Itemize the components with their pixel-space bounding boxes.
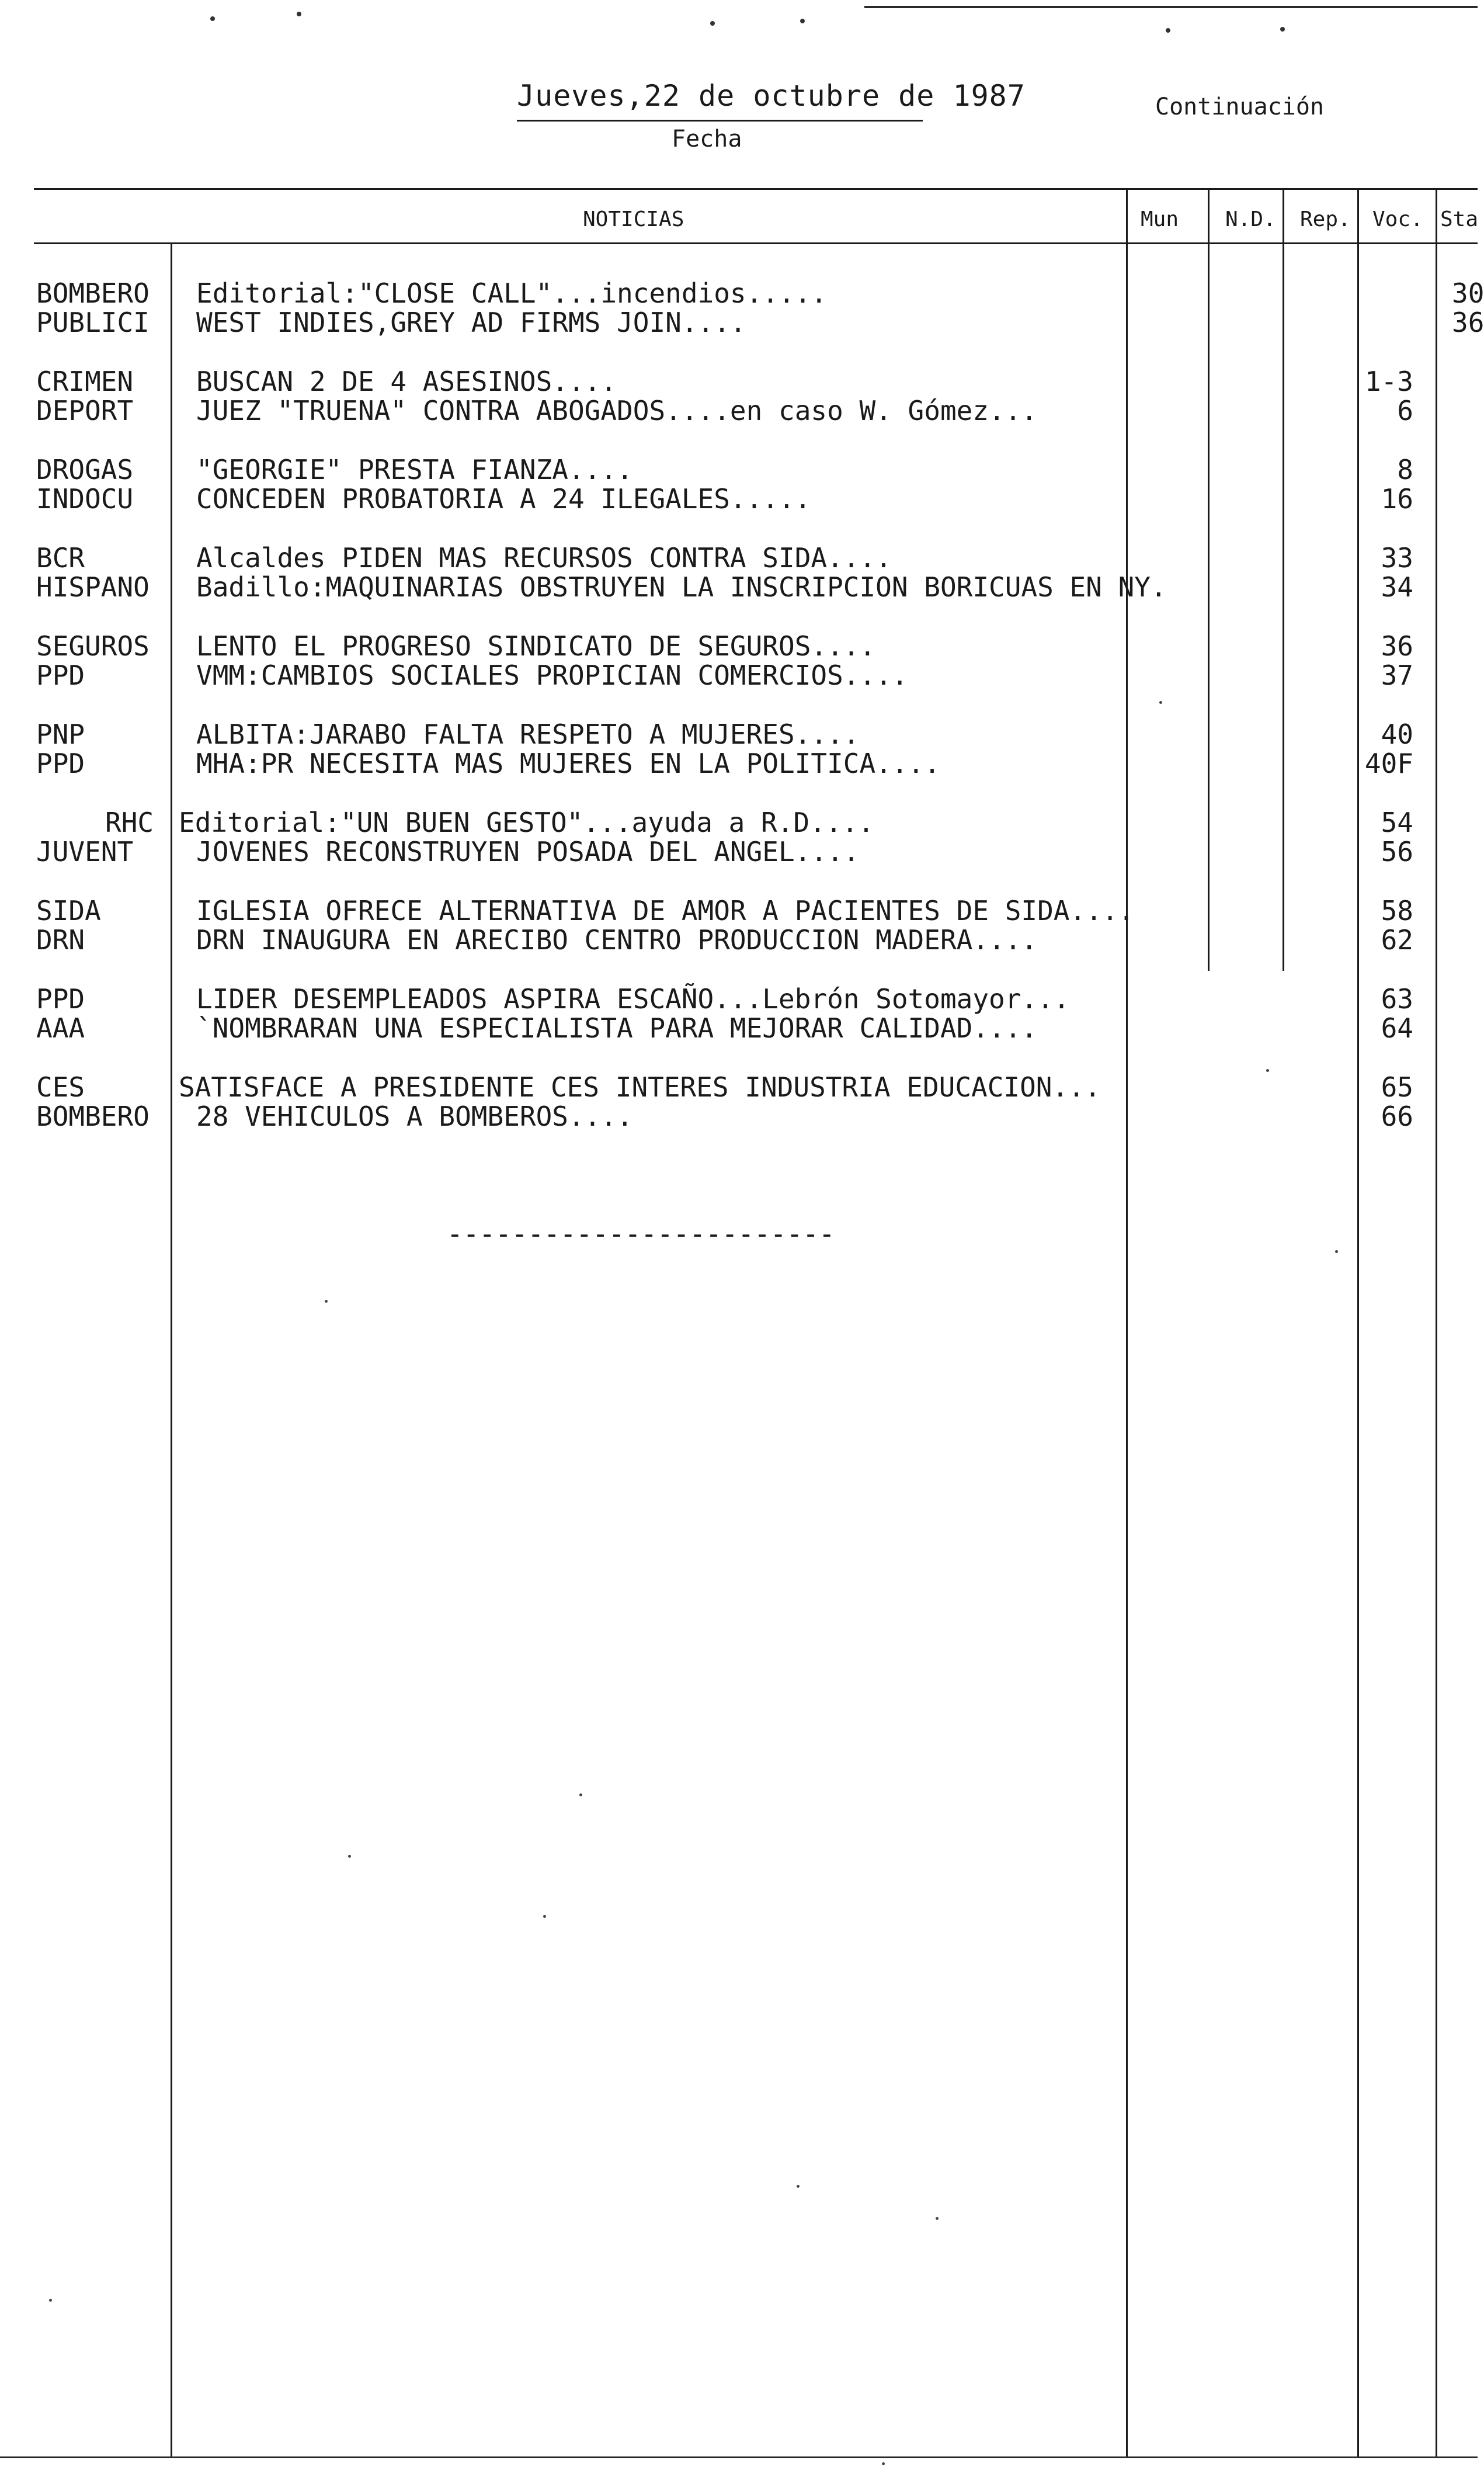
- scan-speck: [1280, 27, 1285, 32]
- mun-column-divider: [1126, 188, 1128, 2456]
- row-voc: 34: [1381, 571, 1413, 603]
- row-tag: RHC: [105, 807, 154, 838]
- column-header-noticias: NOTICIAS: [583, 207, 684, 231]
- scan-dot: [797, 2185, 800, 2188]
- row-voc: 65: [1381, 1071, 1413, 1103]
- date-field: Jueves,22 de octubre de 1987: [517, 79, 1026, 113]
- row-headline: 28 VEHICULOS A BOMBEROS....: [196, 1101, 633, 1132]
- row-sta: 30: [1452, 277, 1484, 309]
- row-headline: CONCEDEN PROBATORIA A 24 ILEGALES.....: [196, 483, 811, 515]
- sta-column-divider: [1436, 188, 1437, 2456]
- column-header-voc: Voc.: [1372, 207, 1423, 231]
- scan-dot: [49, 2299, 52, 2302]
- row-tag: AAA: [36, 1012, 85, 1044]
- row-tag: SIDA: [36, 895, 101, 927]
- row-tag: HISPANO: [36, 571, 150, 603]
- row-voc: 37: [1381, 660, 1413, 691]
- nd-column-divider: [1208, 188, 1210, 971]
- row-headline: VMM:CAMBIOS SOCIALES PROPICIAN COMERCIOS....: [196, 660, 908, 691]
- row-tag: PUBLICI: [36, 307, 150, 338]
- scan-dot: [543, 1915, 546, 1918]
- column-header-nd: N.D.: [1225, 207, 1276, 231]
- row-headline: BUSCAN 2 DE 4 ASESINOS....: [196, 366, 617, 397]
- row-voc: 36: [1381, 630, 1413, 662]
- voc-column-divider: [1357, 188, 1359, 2456]
- scan-dot: [882, 2462, 885, 2465]
- row-headline: LIDER DESEMPLEADOS ASPIRA ESCAÑO...Lebrón Sotomayor...: [196, 983, 1070, 1015]
- scan-dot: [1335, 1250, 1338, 1253]
- scan-dot: [579, 1793, 582, 1796]
- scan-speck: [297, 12, 301, 16]
- column-header-mun: Mun: [1141, 207, 1179, 231]
- tag-column-divider: [171, 244, 172, 2456]
- row-tag: BOMBERO: [36, 1101, 150, 1132]
- row-headline: DRN INAUGURA EN ARECIBO CENTRO PRODUCCION MADERA....: [196, 924, 1038, 956]
- row-headline: MHA:PR NECESITA MAS MUJERES EN LA POLITICA....: [196, 748, 940, 779]
- row-headline: JOVENES RECONSTRUYEN POSADA DEL ANGEL....: [196, 836, 860, 868]
- scan-dot: [1266, 1069, 1269, 1072]
- scan-speck: [1166, 28, 1170, 33]
- row-sta: 36: [1452, 307, 1484, 338]
- row-voc: 1-3: [1364, 366, 1413, 397]
- column-header-rep: Rep.: [1300, 207, 1351, 231]
- row-headline: Badillo:MAQUINARIAS OBSTRUYEN LA INSCRIPCION BORICUAS EN NY.: [196, 571, 1167, 603]
- row-tag: DROGAS: [36, 454, 134, 485]
- table-top-rule: [34, 188, 1478, 190]
- row-tag: BOMBERO: [36, 277, 150, 309]
- row-voc: 33: [1381, 542, 1413, 574]
- scan-dot: [936, 2217, 939, 2220]
- row-headline: Editorial:"UN BUEN GESTO"...ayuda a R.D....: [179, 807, 874, 838]
- scan-dot: [1159, 701, 1162, 704]
- row-voc: 40F: [1364, 748, 1413, 779]
- row-tag: INDOCU: [36, 483, 134, 515]
- column-header-sta: Sta: [1440, 207, 1479, 231]
- page-top-edge: [864, 6, 1478, 8]
- row-tag: CRIMEN: [36, 366, 134, 397]
- rep-column-divider: [1283, 188, 1284, 971]
- date-label: Fecha: [672, 126, 742, 152]
- row-headline: ALBITA:JARABO FALTA RESPETO A MUJERES....: [196, 719, 860, 750]
- row-voc: 66: [1381, 1101, 1413, 1132]
- row-tag: PPD: [36, 748, 85, 779]
- row-voc: 54: [1381, 807, 1413, 838]
- continuation-label: Continuación: [1155, 93, 1324, 120]
- row-tag: DRN: [36, 924, 85, 956]
- row-headline: SATISFACE A PRESIDENTE CES INTERES INDUSTRIA EDUCACION...: [179, 1071, 1101, 1103]
- date-underline: [517, 120, 923, 122]
- row-tag: SEGUROS: [36, 630, 150, 662]
- row-voc: 40: [1381, 719, 1413, 750]
- page-bottom-edge: [0, 2456, 1478, 2458]
- row-voc: 8: [1397, 454, 1413, 485]
- row-voc: 58: [1381, 895, 1413, 927]
- row-tag: DEPORT: [36, 395, 134, 426]
- row-headline: IGLESIA OFRECE ALTERNATIVA DE AMOR A PACIENTES DE SIDA....: [196, 895, 1135, 927]
- row-tag: CES: [36, 1071, 85, 1103]
- row-voc: 63: [1381, 983, 1413, 1015]
- row-tag: BCR: [36, 542, 85, 574]
- row-tag: PPD: [36, 660, 85, 691]
- table-header-rule: [34, 242, 1478, 244]
- scan-speck: [210, 16, 215, 21]
- row-tag: PPD: [36, 983, 85, 1015]
- row-headline: Editorial:"CLOSE CALL"...incendios.....: [196, 277, 828, 309]
- row-voc: 64: [1381, 1012, 1413, 1044]
- row-headline: `NOMBRARAN UNA ESPECIALISTA PARA MEJORAR CALIDAD....: [196, 1012, 1038, 1044]
- row-voc: 6: [1397, 395, 1413, 426]
- scan-speck: [710, 21, 715, 26]
- row-voc: 62: [1381, 924, 1413, 956]
- row-headline: JUEZ "TRUENA" CONTRA ABOGADOS....en caso W. Gómez...: [196, 395, 1038, 426]
- scan-speck: [800, 19, 805, 23]
- row-tag: JUVENT: [36, 836, 134, 868]
- scan-dot: [325, 1300, 328, 1303]
- row-headline: "GEORGIE" PRESTA FIANZA....: [196, 454, 633, 485]
- row-headline: Alcaldes PIDEN MAS RECURSOS CONTRA SIDA....: [196, 542, 892, 574]
- row-voc: 16: [1381, 483, 1413, 515]
- row-headline: WEST INDIES,GREY AD FIRMS JOIN....: [196, 307, 746, 338]
- row-voc: 56: [1381, 836, 1413, 868]
- row-tag: PNP: [36, 719, 85, 750]
- end-divider: ------------------------: [447, 1218, 835, 1250]
- scan-dot: [348, 1855, 351, 1858]
- row-headline: LENTO EL PROGRESO SINDICATO DE SEGUROS....: [196, 630, 876, 662]
